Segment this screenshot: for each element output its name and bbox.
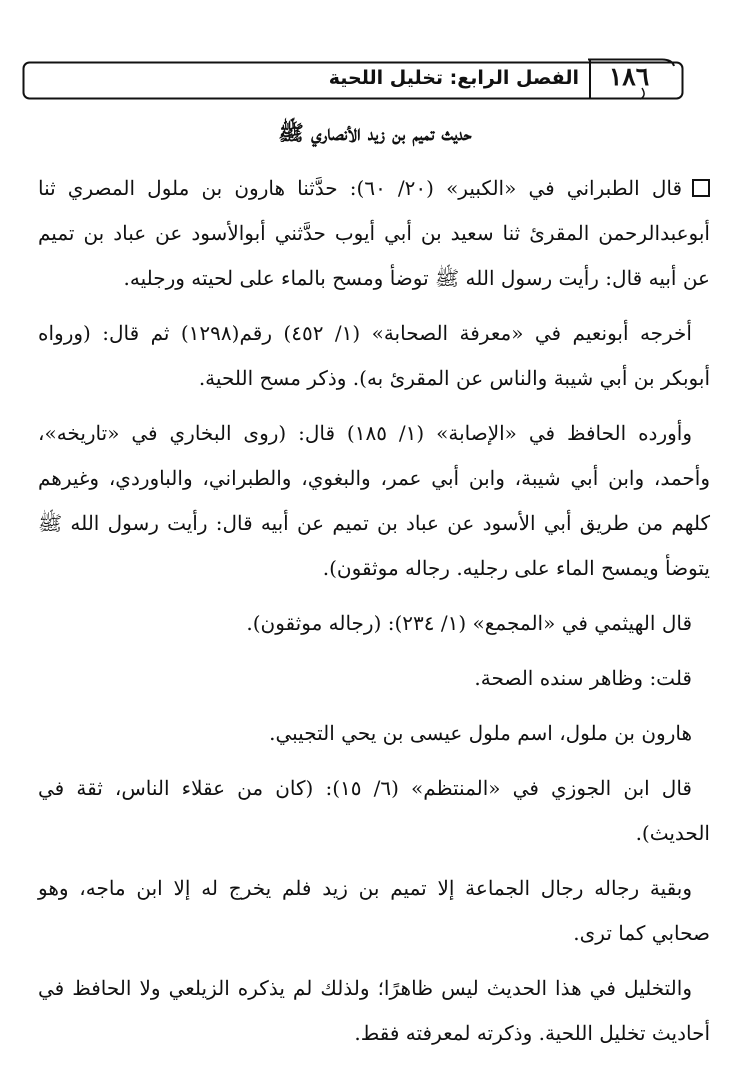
paragraph-1-text: قال الطبراني في «الكبير» (٢٠/ ٦٠): حدَّثنا هارون بن ملول المصري ثنا أبوعبدالرحمن المقرئ ثنا سعيد بن أبي أيوب حدَّثني أبوالأسود عن عباد بن تميم عن أبيه قال: رأيت رسول الله ﷺ توضأ ومسح بالماء على لحيته ورجليه. [38,176,710,290]
paragraph-7: قال ابن الجوزي في «المنتظم» (٦/ ١٥): (كان من عقلاء الناس، ثقة في الحديث). [38,776,710,845]
paragraph-2: أخرجه أبونعيم في «معرفة الصحابة» (١/ ٤٥٢) رقم(١٢٩٨) ثم قال: (ورواه أبوبكر بن أبي شيبة والناس عن المقرئ به). وذكر مسح اللحية. [38,321,710,390]
paragraph-4: قال الهيثمي في «المجمع» (١/ ٢٣٤): (رجاله موثقون). [246,611,692,635]
paragraph-3: وأورده الحافظ في «الإصابة» (١/ ١٨٥) قال: (روى البخاري في «تاريخه»، وأحمد، وابن أبي شيبة، وابن أبي عمر، والبغوي، والطبراني، والباوردي، وغيرهم كلهم من طريق أبي الأسود عن عباد بن تميم عن أبيه قال: رأيت رسول الله ﷺ يتوضأ ويمسح الماء على رجليه. رجاله موثقون). [38,421,710,580]
paragraph-9: والتخليل في هذا الحديث ليس ظاهرًا؛ ولذلك لم يذكره الزيلعي ولا الحافظ في أحاديث تخليل اللحية. وذكرته لمعرفته فقط. [38,976,710,1045]
page-number: ١٨٦ [608,62,650,91]
square-bullet-icon [692,179,710,197]
paragraph-6: هارون بن ملول، اسم ملول عيسى بن يحي التجيبي. [269,721,692,745]
paragraph-5: قلت: وظاهر سنده الصحة. [474,666,692,690]
paragraph-1 [38,166,710,301]
section-heading: حديث تميم بن زيد الأنصاري ﷺ [278,120,472,145]
body-text [38,166,710,1066]
chapter-title: الفصل الرابع: تخليل اللحية [328,67,579,89]
paragraph-8: وبقية رجاله رجال الجماعة إلا تميم بن زيد فلم يخرج له إلا ابن ماجه، وهو صحابي كما ترى. [38,876,710,945]
running-header [22,58,684,100]
